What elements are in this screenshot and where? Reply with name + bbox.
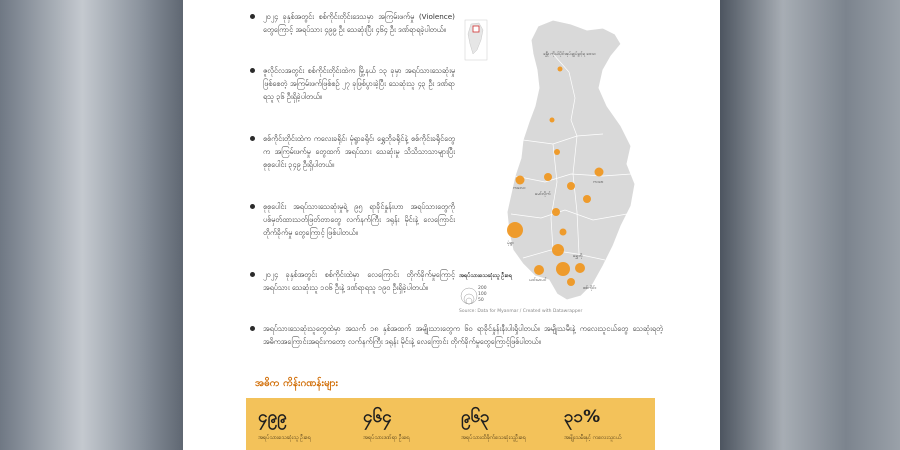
background-right-blur bbox=[720, 0, 900, 450]
stat-value: ၉၆၃ bbox=[461, 407, 490, 427]
bullet-item: စစ်ကိုင်းတိုင်းထဲက ကလေးခရိုင်၊ မုံရွာခရိုင်၊ ရွှေဘိုခရိုင်နဲ့ စစ်ကိုင်းခရိုင်တွေက အကြမ်းဖက်မှု တွေထက် အရပ်သား သေဆုံးမှု သိသိသာသာများပြီး စုစုပေါင်း ၃၄၉ ဦးရှိပါတယ်။ bbox=[253, 132, 455, 188]
marker-circle bbox=[507, 222, 523, 238]
map-label-kalay: ကလေး bbox=[513, 186, 526, 191]
bullet-item: ၂၀၂၄ ခုနှစ်အတွင်း စစ်ကိုင်းတိုင်းဒေသမှာ အကြမ်းဖက်မှု (Violence) တွေကြောင့် အရပ်သား ၄၉၉ ဦး သေဆုံးပြီး ၄၆၄ ဦး ဒဏ်ရာရခဲ့ပါတယ်။ bbox=[253, 10, 455, 52]
stat-value: ၃၁% bbox=[564, 407, 601, 427]
bullet-item: ဇူလိုင်လအတွင်း စစ်ကိုင်းတိုင်းထဲက မြို့နယ် ၁၃ ခုမှာ အရပ်သားသေဆုံးမှုဖြစ်စေတဲ့ အကြမ်းဖက်ဖြစ်စဉ် ၂၇ ခုဖြစ်ပွားခဲ့ပြီး သေဆုံးသူ ၄၃ ဦး ဒဏ်ရာရသူ ၃၆ ဦးရှိခဲ့ပါတယ်။ bbox=[253, 64, 455, 120]
marker-circle bbox=[567, 182, 575, 190]
map-label-katha: ကသာ bbox=[593, 180, 604, 185]
marker-circle bbox=[552, 208, 560, 216]
marker-circle bbox=[558, 67, 563, 72]
marker-circle bbox=[552, 244, 564, 256]
marker-circle bbox=[550, 118, 555, 123]
map-label-monywa: မုံရွာ bbox=[507, 241, 515, 246]
map-source-caption: Source: Data for Myanmar / Created with Datawrapper bbox=[459, 309, 583, 314]
marker-circle bbox=[560, 229, 567, 236]
legend-circle bbox=[466, 298, 472, 304]
legend-values bbox=[478, 286, 487, 304]
stat-value: ၄၉၉ bbox=[258, 407, 287, 427]
stat-value: ၄၆၄ bbox=[363, 407, 392, 427]
legend-value: 200 bbox=[478, 286, 487, 291]
bullet-item: ၂၀၂၄ ခုနှစ်အတွင်း စစ်ကိုင်းထဲမှာ လေကြောင်း တိုက်ခိုက်မှုကြောင့် အရပ်သား သေဆုံးသူ ၁၀၆ ဦးနဲ့ ဒဏ်ရာရသူ ၁၉၀ ဦးရှိခဲ့ပါတယ်။ bbox=[253, 268, 455, 310]
stat-label: အရပ်သားထိခိုက်သေဆုံးသူဦးရေ bbox=[461, 435, 526, 441]
sagaing-map bbox=[453, 14, 649, 318]
stat-card bbox=[363, 406, 458, 442]
bullet-item: စုစုပေါင်း အရပ်သားသေဆုံးမှုရဲ့ ၉၅ ရာခိုင်နှုန်းဟာ အရပ်သားတွေကို ပစ်မှတ်ထားသတ်ဖြတ်တာတွေ လက်နက်ကြီး ဒရုန်း မိုင်းနဲ့ လေကြောင်းတိုက်ခိုက်မှု တွေကြောင့် ဖြစ်ပါတယ်။ bbox=[253, 200, 455, 256]
background-left-blur bbox=[0, 0, 183, 450]
marker-circle bbox=[544, 173, 552, 181]
stat-label: အမျိုးသမီးနှင့် ကလေးသူငယ် bbox=[564, 435, 622, 441]
marker-circle bbox=[534, 265, 544, 275]
marker-circle bbox=[595, 168, 604, 177]
marker-circle bbox=[567, 278, 575, 286]
marker-circle bbox=[556, 262, 570, 276]
stat-card bbox=[564, 406, 659, 442]
stat-label: အရပ်သားသေဆုံးသူ ဦးရေ bbox=[258, 435, 311, 441]
key-figures-panel bbox=[246, 398, 655, 450]
bullet-list bbox=[253, 10, 455, 322]
bullet-item-wide: အရပ်သားသေဆုံးသူတွေထဲမှာ အသက် ၁၈ နှစ်အထက် အမျိုးသားတွေက ၆၀ ရာခိုင်နှုန်းနီးပါးရှိပါတယ်။ အမျိုးသမီးနဲ့ ကလေးသူငယ်တွေ သေဆုံးရတဲ့ အဓိကအကြောင်းအရင်းကတော့ လက်နက်ကြီး ဒရုန်း မိုင်းနဲ့ လေကြောင်း တိုက်ခိုက်မှုတွေကြောင့်ဖြစ်ပါတယ်။ bbox=[253, 322, 663, 348]
stat-card bbox=[258, 406, 353, 442]
map-label-north: ခန္တီး ကိုယ်ပိုင်အုပ်ချုပ်ခွင့်ရ ဒေသ bbox=[543, 52, 596, 57]
legend-circle bbox=[461, 288, 477, 304]
section-heading: အဓိက ကိန်းဂဏန်းများ bbox=[255, 378, 339, 389]
marker-circle bbox=[554, 149, 560, 155]
marker-circle bbox=[575, 263, 585, 273]
legend-value: 50 bbox=[478, 298, 484, 303]
stat-card bbox=[461, 406, 556, 442]
map-label-shwebo: ရွှေဘို bbox=[573, 254, 583, 259]
stat-label: အရပ်သားဒဏ်ရာ ဦးရေ bbox=[363, 435, 410, 441]
map-label-yinmabin: ယင်းမာပင် bbox=[529, 278, 547, 283]
legend-value: 100 bbox=[478, 292, 487, 297]
map-label-sagaing: စစ်ကိုင်း bbox=[583, 286, 597, 291]
marker-circle bbox=[583, 195, 591, 203]
document-page bbox=[183, 0, 720, 450]
map-label-mawlaik: မော်လိုက် bbox=[535, 192, 551, 197]
legend-circle bbox=[464, 294, 474, 304]
legend-title: အရပ်သားသေဆုံးသူ ဦးရေ bbox=[459, 273, 512, 279]
marker-circle bbox=[516, 176, 525, 185]
